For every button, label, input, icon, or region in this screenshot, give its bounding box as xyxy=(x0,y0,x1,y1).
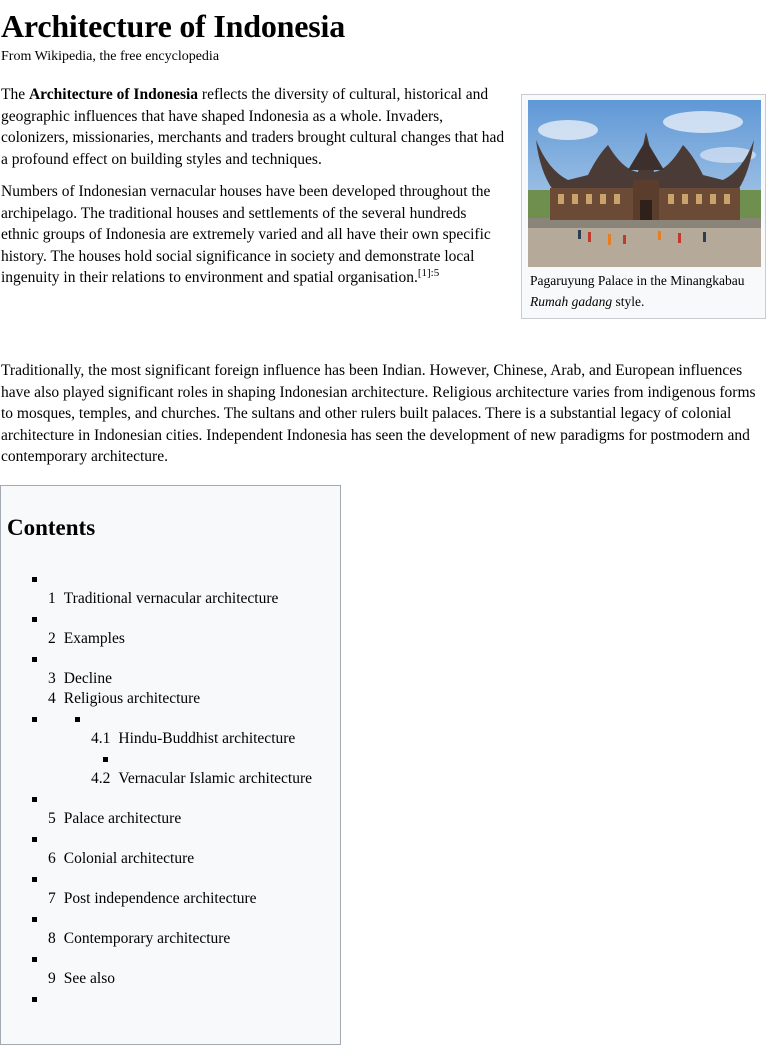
citation-ref[interactable]: [1]:5 xyxy=(417,266,440,279)
table-of-contents xyxy=(0,485,341,1045)
caption-tail: style. xyxy=(612,294,645,309)
toc-item-4-2[interactable]: 4.2 Vernacular Islamic architecture xyxy=(91,770,313,787)
pagaruyung-palace-photo xyxy=(528,100,761,267)
toc-bullet xyxy=(32,657,37,662)
toc-item-3[interactable]: 3 Decline xyxy=(48,670,112,687)
vernacular-text: Numbers of Indonesian vernacular houses have been developed throughout the archipelago. The traditional houses and settlements of the several hundreds ethnic groups of Indonesia are extremely varied and all have their own specific history. The houses hold social significance in society and demonstrate local ingenuity in their relations to environment and spatial organisation. xyxy=(1,183,491,286)
toc-bullet xyxy=(32,917,37,922)
toc-title: Contents xyxy=(7,515,96,540)
toc-bullet xyxy=(32,837,37,842)
toc-item-9[interactable]: 9 See also xyxy=(48,970,115,987)
intro-section xyxy=(1,84,506,300)
toc-item-8[interactable]: 8 Contemporary architecture xyxy=(48,930,231,947)
page-title: Architecture of Indonesia xyxy=(1,8,346,44)
intro-bold-term: Architecture of Indonesia xyxy=(28,86,199,103)
palace-image[interactable] xyxy=(528,100,761,267)
toc-bullet xyxy=(32,957,37,962)
toc-item-2[interactable]: 2 Examples xyxy=(48,630,125,647)
toc-bullet xyxy=(32,877,37,882)
toc-bullet xyxy=(103,757,108,762)
intro-paragraph xyxy=(1,84,506,170)
figure-caption xyxy=(530,270,762,312)
infobox-figure xyxy=(521,94,766,319)
toc-bullet xyxy=(75,717,80,722)
toc-item-6[interactable]: 6 Colonial architecture xyxy=(48,850,195,867)
influences-paragraph: Traditionally, the most significant foreign influence has been Indian. However, Chinese, Arab, and European influences have also played significant roles in shaping Indonesian architecture. Religious architecture varies from indigenous forms to mosques, temples, and churches. The sultans and other rulers built palaces. There is a substantial legacy of colonial architecture in Indonesian cities. Independent Indonesia has seen the development of new paradigms for postmodern and contemporary architecture. xyxy=(1,362,756,465)
intro-rest: reflects the diversity of cultural, historical and geographic influences that have shaped Indonesia as a whole. Invaders, colonizers, missionaries, merchants and traders brought cultural changes that had a profound effect on building styles and techniques. xyxy=(1,86,505,168)
toc-bullet xyxy=(32,997,37,1002)
toc-bullet xyxy=(32,577,37,582)
intro-lead: The xyxy=(1,86,29,103)
toc-bullet xyxy=(32,797,37,802)
caption-lead: Pagaruyung Palace in the Minangkabau xyxy=(530,273,745,288)
toc-item-7[interactable]: 7 Post independence architecture xyxy=(48,890,257,907)
caption-italic: Rumah gadang xyxy=(530,294,613,309)
toc-bullet xyxy=(32,617,37,622)
toc-item-1[interactable]: 1 Traditional vernacular architecture xyxy=(48,590,279,607)
toc-item-5[interactable]: 5 Palace architecture xyxy=(48,810,182,827)
tagline: From Wikipedia, the free encyclopedia xyxy=(1,49,220,64)
toc-bullet xyxy=(32,717,37,722)
toc-item-4-1[interactable]: 4.1 Hindu-Buddhist architecture xyxy=(91,730,296,747)
toc-item-4[interactable]: 4 Religious architecture xyxy=(48,690,201,707)
vernacular-paragraph xyxy=(1,181,506,289)
